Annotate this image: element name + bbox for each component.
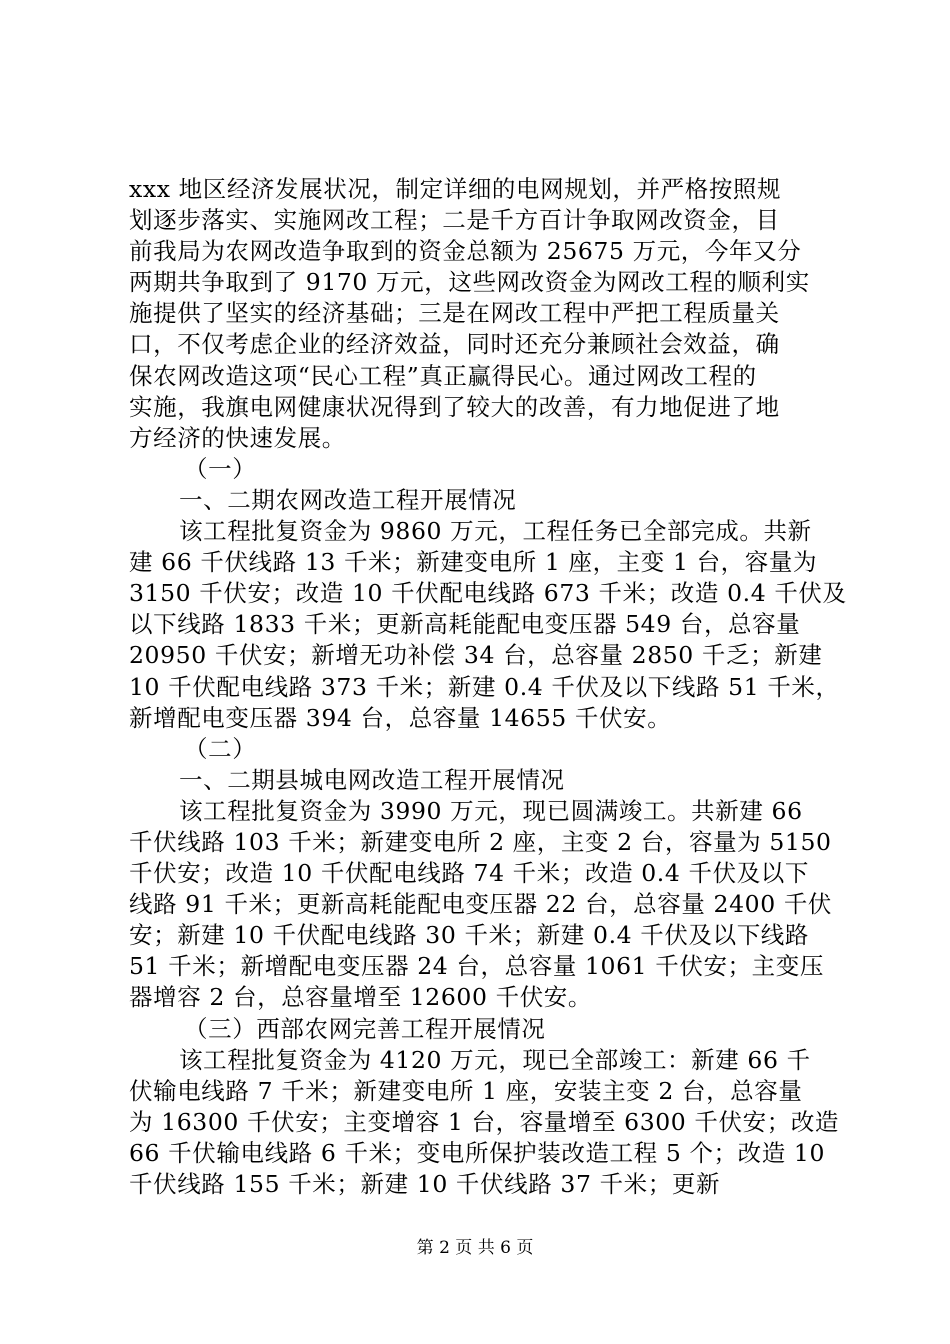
text-line: 10 千伏配电线路 373 千米；新建 0.4 千伏及以下线路 51 千米， (129, 672, 840, 701)
text-line: 伏输电线路 7 千米；新建变电所 1 座，安装主变 2 台，总容量 (129, 1076, 803, 1105)
text-line: 以下线路 1833 千米；更新高耗能配电变压器 549 台，总容量 (129, 610, 801, 639)
text-line: 该工程批复资金为 9860 万元，工程任务已全部完成。共新 (179, 517, 812, 546)
text-line: 千伏线路 103 千米；新建变电所 2 座，主变 2 台，容量为 5150 (129, 827, 832, 856)
text-line: 该工程批复资金为 3990 万元，现已圆满竣工。共新建 66 (179, 796, 803, 825)
text-line: xxx 地区经济发展状况，制定详细的电网规划，并严格按照规 (129, 175, 782, 203)
section-heading: （三）西部农网完善工程开展情况 (184, 1014, 546, 1043)
page-number-footer: 第 2 页 共 6 页 (416, 1238, 534, 1258)
section-heading: 一、二期县城电网改造工程开展情况 (179, 765, 565, 794)
text-line: 建 66 千伏线路 13 千米；新建变电所 1 座，主变 1 台，容量为 (129, 548, 818, 577)
text-line: 20950 千伏安；新增无功补偿 34 台，总容量 2850 千乏；新建 (129, 641, 823, 670)
text-line: 前我局为农网改造争取到的资金总额为 25675 万元，今年又分 (129, 237, 802, 266)
text-line: 器增容 2 台，总容量增至 12600 千伏安。 (129, 983, 592, 1012)
text-line: 施提供了坚实的经济基础；三是在网改工程中严把工程质量关 (129, 299, 780, 328)
document-body (129, 174, 847, 1200)
text-line: 线路 91 千米；更新高耗能配电变压器 22 台，总容量 2400 千伏 (129, 890, 833, 919)
section-heading: 一、二期农网改造工程开展情况 (179, 485, 517, 514)
text-line: 划逐步落实、实施网改工程；二是千方百计争取网改资金，目 (129, 206, 780, 235)
section-marker: （二） (184, 734, 257, 763)
text-line: 实施，我旗电网健康状况得到了较大的改善，有力地促进了地 (129, 392, 780, 421)
text-line: 该工程批复资金为 4120 万元，现已全部竣工：新建 66 千 (179, 1045, 811, 1074)
text-line: 两期共争取到了 9170 万元，这些网改资金为网改工程的顺利实 (129, 268, 810, 297)
text-line: 保农网改造这项“民心工程”真正赢得民心。通过网改工程的 (129, 361, 757, 390)
text-line: 安；新建 10 千伏配电线路 30 千米；新建 0.4 千伏及以下线路 (129, 921, 809, 950)
text-line: 口，不仅考虑企业的经济效益，同时还充分兼顾社会效益，确 (129, 330, 780, 359)
text-line: 为 16300 千伏安；主变增容 1 台，容量增至 6300 千伏安；改造 (129, 1107, 840, 1136)
text-line: 66 千伏输电线路 6 千米；变电所保护装改造工程 5 个；改造 10 (129, 1138, 826, 1167)
text-line: 51 千米；新增配电变压器 24 台，总容量 1061 千伏安；主变压 (129, 952, 824, 981)
section-marker: （一） (184, 454, 257, 483)
text-line: 新增配电变压器 394 台，总容量 14655 千伏安。 (129, 703, 672, 732)
text-line: 千伏安；改造 10 千伏配电线路 74 千米；改造 0.4 千伏及以下 (129, 859, 809, 888)
text-line: 千伏线路 155 千米；新建 10 千伏线路 37 千米；更新 (129, 1170, 721, 1198)
text-line: 3150 千伏安；改造 10 千伏配电线路 673 千米；改造 0.4 千伏及 (129, 579, 847, 608)
text-line: 方经济的快速发展。 (129, 423, 346, 452)
